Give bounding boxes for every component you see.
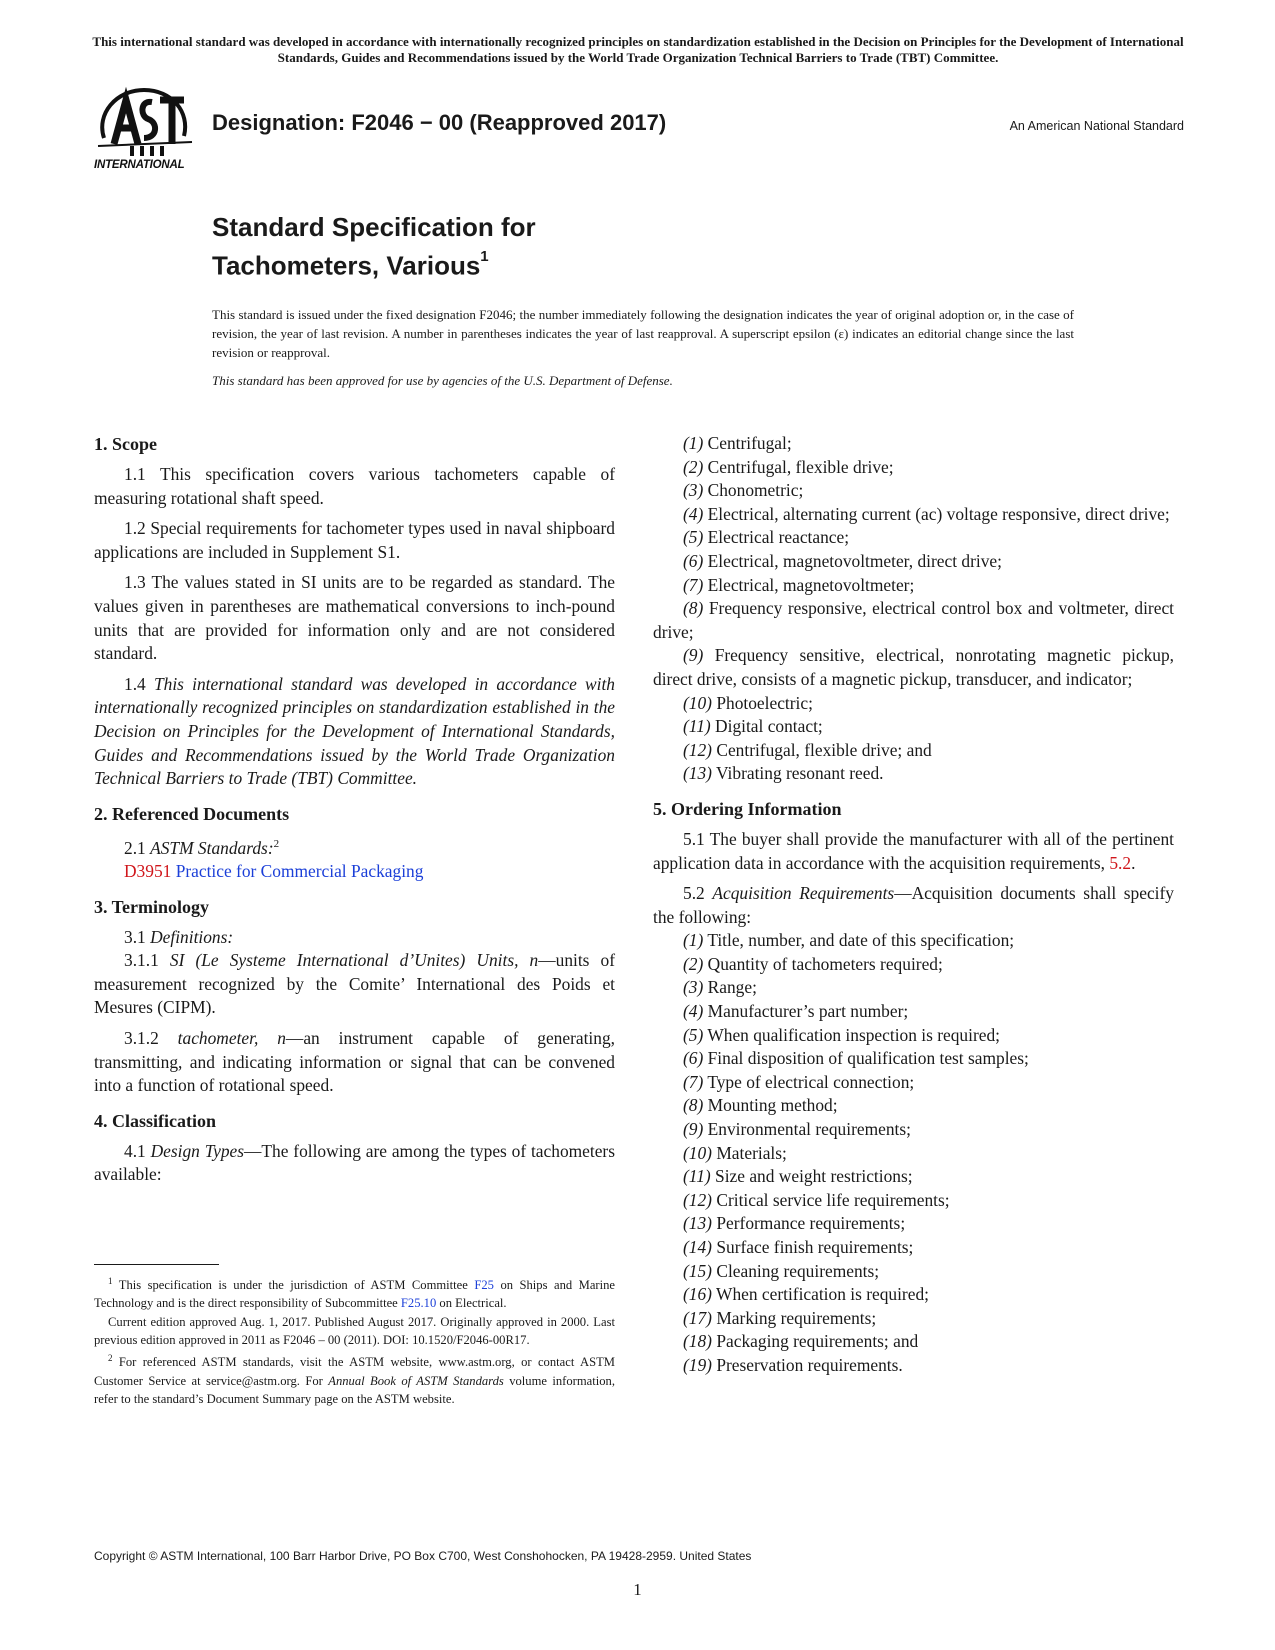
footnote-1-text-a: This specification is under the jurisdiction of ASTM Committee <box>118 1278 468 1293</box>
title-line-1: Standard Specification for <box>212 212 536 242</box>
requirement-item <box>653 1212 1174 1236</box>
requirement-item-number: (1) <box>683 930 704 951</box>
footnote-divider <box>94 1264 219 1265</box>
design-type-item-text: Centrifugal, flexible drive; and <box>716 739 932 760</box>
requirement-item-text: Preservation requirements. <box>716 1354 903 1375</box>
design-type-item <box>653 597 1174 644</box>
referenced-2-1-number: 2.1 <box>124 837 146 858</box>
design-type-item-number: (13) <box>683 763 712 784</box>
scope-heading: 1. Scope <box>94 434 157 454</box>
requirement-item <box>653 1330 1174 1354</box>
design-types-list <box>653 432 1174 786</box>
design-type-item <box>653 550 1174 574</box>
requirement-item-number: (5) <box>683 1024 704 1045</box>
requirement-item-number: (8) <box>683 1095 704 1116</box>
terminology-3-1-1 <box>94 949 615 1020</box>
requirement-item-number: (18) <box>683 1331 712 1352</box>
title-text: Tachometers, Various <box>212 250 481 281</box>
requirement-item-text: When qualification inspection is required; <box>707 1024 1000 1045</box>
requirement-item-text: Range; <box>707 977 757 998</box>
requirement-item-text: Packaging requirements; and <box>716 1331 919 1352</box>
classification-4-1-number: 4.1 <box>124 1140 146 1161</box>
requirement-item-number: (13) <box>683 1213 712 1234</box>
term-1-definition: —units of measurement recognized by the Comite’ International des Poids et Mesures (CIPM). <box>94 950 616 1018</box>
term-1-number: 3.1.1 <box>124 950 159 971</box>
astm-logo <box>92 86 198 182</box>
design-type-item-number: (7) <box>683 574 704 595</box>
requirement-item-text: Performance requirements; <box>716 1213 906 1234</box>
requirement-item <box>653 1236 1174 1260</box>
requirement-item-number: (16) <box>683 1284 712 1305</box>
ordering-5-2-text: —Acquisition documents shall specify the following: <box>653 883 1174 927</box>
requirement-item-text: Surface finish requirements; <box>716 1237 914 1257</box>
doc-code-link[interactable]: D3951 <box>124 861 172 882</box>
footnote-1-text-c: on Electrical. <box>439 1296 507 1311</box>
referenced-2-1 <box>94 833 615 860</box>
footnote-2 <box>94 1349 615 1408</box>
requirement-item-number: (17) <box>683 1307 712 1328</box>
requirement-item-text: Critical service life requirements; <box>716 1189 950 1210</box>
logo-text: INTERNATIONAL <box>94 159 185 171</box>
design-type-item <box>653 762 1174 786</box>
referenced-footnote-mark: 2 <box>273 837 280 850</box>
design-type-item <box>653 503 1174 527</box>
requirement-item <box>653 976 1174 1000</box>
design-type-item-number: (5) <box>683 527 704 548</box>
footnote-2-italic: Annual Book of ASTM Standards <box>328 1373 504 1388</box>
requirement-item-number: (10) <box>683 1142 712 1163</box>
ordering-5-2-link[interactable]: 5.2 <box>1109 852 1132 873</box>
design-type-item-number: (3) <box>683 480 704 501</box>
doc-title-link[interactable]: Practice for Commercial Packaging <box>175 861 424 882</box>
classification-4-1-label: Design Types <box>150 1140 245 1161</box>
design-type-item-number: (12) <box>683 739 712 760</box>
footnote-1 <box>94 1272 615 1313</box>
design-type-item <box>653 739 1174 763</box>
design-type-item <box>653 526 1174 550</box>
requirement-item <box>653 1118 1174 1142</box>
requirement-item-text: Size and weight restrictions; <box>715 1166 913 1187</box>
design-type-item-text: Electrical, alternating current (ac) voltage responsive, direct drive; <box>707 503 1170 524</box>
requirement-item <box>653 929 1174 953</box>
issue-note: This standard is issued under the fixed designation F2046; the number immediately following the designation indicates the year of original adoption or, in the case of revision, the year of last revision. A number in parentheses indicates the year of last reapproval. A superscript epsilon (ε) indicates an editorial change since the last revision or reapproval. <box>212 307 1074 360</box>
footnote-2-mark: 2 <box>108 1353 113 1364</box>
requirement-item <box>653 1260 1174 1284</box>
design-type-item-text: Centrifugal, flexible drive; <box>707 456 894 477</box>
requirement-item <box>653 953 1174 977</box>
design-type-item-text: Centrifugal; <box>707 433 792 453</box>
ordering-heading: 5. Ordering Information <box>653 798 842 819</box>
page-number: 1 <box>633 1580 642 1599</box>
design-type-item-number: (8) <box>683 598 704 619</box>
design-type-item-text: Electrical, magnetovoltmeter, direct drive; <box>707 550 1002 571</box>
acquisition-requirements-list <box>653 929 1174 1377</box>
design-type-item <box>653 692 1174 716</box>
classification-4-1-text: —The following are among the types of tachometers available: <box>94 1140 615 1185</box>
terminology-3-1 <box>94 926 615 950</box>
requirement-item-text: Type of electrical connection; <box>707 1071 915 1092</box>
committee-f25-link[interactable]: F25 <box>474 1278 494 1293</box>
requirement-item <box>653 1094 1174 1118</box>
requirement-item-number: (11) <box>683 1166 711 1187</box>
term-2-name: tachometer, n <box>177 1028 286 1049</box>
requirement-item <box>653 1189 1174 1213</box>
document-title <box>212 211 536 283</box>
design-type-item <box>653 479 1174 503</box>
requirement-item-text: When certification is required; <box>716 1284 929 1305</box>
term-1-name: SI (Le Systeme International d’Unites) Units, n <box>169 950 539 971</box>
requirement-item <box>653 1307 1174 1331</box>
design-type-item <box>653 432 1174 456</box>
design-type-item-text: Electrical reactance; <box>707 527 850 548</box>
requirement-item-number: (19) <box>683 1354 712 1375</box>
design-type-item-number: (9) <box>683 645 704 666</box>
design-type-item-text: Photoelectric; <box>716 692 813 713</box>
design-type-item-text: Frequency sensitive, electrical, nonrotating magnetic pickup, direct drive, consists of a magnetic pickup, transducer, and indicator; <box>653 645 1175 689</box>
footnotes <box>94 1272 615 1408</box>
requirement-item-number: (9) <box>683 1119 704 1140</box>
requirement-item <box>653 1142 1174 1166</box>
referenced-doc-d3951[interactable] <box>94 860 615 884</box>
requirement-item-text: Environmental requirements; <box>707 1119 911 1140</box>
design-type-item-number: (11) <box>683 716 711 737</box>
footnote-2-text-a: For referenced ASTM standards, visit the ASTM website, www.astm.org, or contact ASTM Customer Service at service@astm.org. For <box>94 1355 615 1388</box>
design-type-item-number: (4) <box>683 503 704 524</box>
requirement-item-number: (14) <box>683 1237 712 1257</box>
requirement-item <box>653 1000 1174 1024</box>
requirement-item <box>653 1071 1174 1095</box>
footnote-1-mark: 1 <box>108 1276 113 1286</box>
requirement-item <box>653 1354 1174 1378</box>
design-type-item-text: Vibrating resonant reed. <box>716 763 884 784</box>
requirement-item <box>653 1024 1174 1048</box>
requirement-item-number: (7) <box>683 1071 704 1092</box>
requirement-item-number: (15) <box>683 1260 712 1281</box>
design-type-item-text: Electrical, magnetovoltmeter; <box>707 574 915 595</box>
design-type-item-number: (1) <box>683 433 704 453</box>
scope-1-4-number: 1.4 <box>124 673 146 694</box>
terminology-3-1-2 <box>94 1027 615 1098</box>
design-type-item-number: (10) <box>683 692 712 713</box>
referenced-2-1-label: ASTM Standards: <box>150 837 274 858</box>
scope-1-4-text: This international standard was developed in accordance with internationally recognized principles on standardization established in the Decision on Principles for the Development of International Standards, Guides and Recommendations issued by the World Trade Organization Technical Barriers to Trade (TBT) Committee. <box>94 673 615 789</box>
design-type-item <box>653 456 1174 480</box>
copyright: Copyright © ASTM International, 100 Barr Harbor Drive, PO Box C700, West Conshohocken, PA 19428-2959. United States <box>94 1549 752 1563</box>
scope-1-4 <box>94 673 615 791</box>
classification-4-1 <box>94 1140 615 1187</box>
ordering-5-2 <box>653 882 1174 929</box>
terminology-3-1-number: 3.1 <box>124 926 146 947</box>
requirement-item-text: Quantity of tachometers required; <box>707 953 943 974</box>
requirement-item-text: Manufacturer’s part number; <box>707 1001 909 1022</box>
national-standard-label: An American National Standard <box>1009 119 1184 133</box>
requirement-item-number: (4) <box>683 1001 704 1022</box>
design-type-item-number: (6) <box>683 550 704 571</box>
title-line-2 <box>212 244 536 283</box>
ordering-5-1 <box>653 828 1174 875</box>
term-2-definition: —an instrument capable of generating, transmitting, and indicating information or signal that can be convened into a function of rotational speed. <box>94 1028 615 1096</box>
ordering-5-1-text: 5.1 The buyer shall provide the manufacturer with all of the pertinent application data in accordance with the acquisition requirements, <box>653 828 1174 873</box>
requirement-item-number: (3) <box>683 977 704 998</box>
right-column <box>653 432 1174 1378</box>
design-type-item-text: Chonometric; <box>707 480 804 501</box>
requirement-item <box>653 1165 1174 1189</box>
design-type-item-text: Frequency responsive, electrical control box and voltmeter, direct drive; <box>653 598 1174 642</box>
title-footnote-mark: 1 <box>480 248 489 265</box>
classification-heading: 4. Classification <box>94 1110 217 1131</box>
designation: Designation: F2046 − 00 (Reapproved 2017) <box>212 110 667 135</box>
ordering-5-2-number: 5.2 <box>683 883 705 904</box>
design-type-item <box>653 644 1174 691</box>
requirement-item-number: (6) <box>683 1048 704 1069</box>
terminology-heading: 3. Terminology <box>94 896 210 917</box>
requirement-item-number: (2) <box>683 953 704 974</box>
footnote-1-text-b: on Ships and Marine Technology and is the direct responsibility of Subcommittee <box>94 1278 616 1311</box>
scope-1-1: 1.1 This specification covers various tachometers capable of measuring rotational shaft speed. <box>94 464 615 508</box>
design-type-item-text: Digital contact; <box>715 716 823 737</box>
requirement-item-number: (12) <box>683 1189 712 1210</box>
top-notice: This international standard was developed in accordance with internationally recognized principles on standardization established in the Decision on Principles for the Development of International Standards, Guides and Recommendations issued by the World Trade Organization Technical Barriers to Trade (TBT) Committee. <box>92 34 1184 65</box>
ordering-5-2-label: Acquisition Requirements <box>712 883 895 904</box>
requirement-item-text: Mounting method; <box>707 1095 838 1116</box>
dod-note: This standard has been approved for use by agencies of the U.S. Department of Defense. <box>212 373 673 388</box>
scope-1-3: 1.3 The values stated in SI units are to be regarded as standard. The values given in parentheses are mathematical conversions to inch-pound units that are provided for information only and are not considered standard. <box>94 572 615 664</box>
design-type-item <box>653 574 1174 598</box>
requirement-item-text: Final disposition of qualification test samples; <box>707 1048 1029 1069</box>
scope-1-2: 1.2 Special requirements for tachometer types used in naval shipboard applications are included in Supplement S1. <box>94 518 615 562</box>
term-2-number: 3.1.2 <box>124 1028 159 1049</box>
requirement-item <box>653 1047 1174 1071</box>
requirement-item-text: Materials; <box>716 1142 787 1163</box>
terminology-3-1-label: Definitions: <box>150 926 234 947</box>
referenced-documents-heading: 2. Referenced Documents <box>94 803 290 824</box>
footnote-1-edition: Current edition approved Aug. 1, 2017. Published August 2017. Originally approved in 2000. Last previous edition approved in 2011 as F2046 – 00 (2011). DOI: 10.1520/F2046-00R17. <box>94 1314 615 1348</box>
requirement-item-text: Cleaning requirements; <box>716 1260 880 1281</box>
subcommittee-f25-10-link[interactable]: F25.10 <box>400 1296 437 1311</box>
left-column <box>94 432 615 1187</box>
requirement-item-text: Title, number, and date of this specification; <box>707 930 1015 951</box>
ordering-5-1-end: . <box>1131 852 1136 873</box>
design-type-item-number: (2) <box>683 456 704 477</box>
footnote-2-text-b: volume information, refer to the standard’s Document Summary page on the ASTM website. <box>94 1373 615 1407</box>
requirement-item <box>653 1283 1174 1307</box>
requirement-item-text: Marking requirements; <box>716 1307 877 1328</box>
design-type-item <box>653 715 1174 739</box>
